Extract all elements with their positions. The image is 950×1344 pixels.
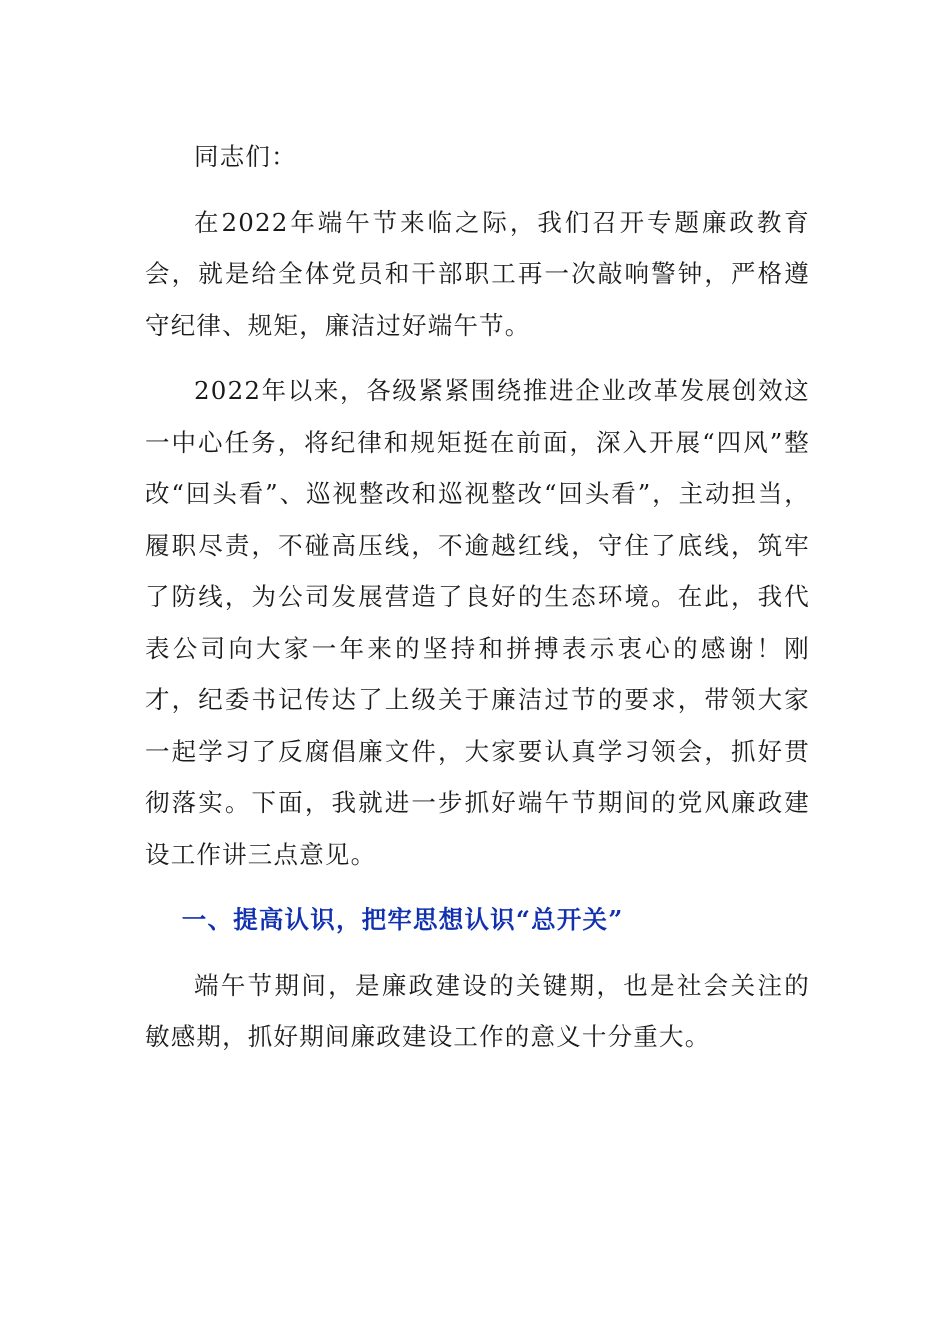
- paragraph-gap: [145, 946, 810, 960]
- section-paragraph: 端午节期间，是廉政建设的关键期，也是社会关注的敏感期，抓好期间廉政建设工作的意义十分重大。: [145, 970, 810, 1051]
- salutation: 同志们：: [194, 142, 297, 171]
- paragraph-2: 2022年以来，各级紧紧围绕推进企业改革发展创效这一中心任务，将纪律和规矩挺在前面，深入开展“四风”整改“回头看”、巡视整改和巡视整改“回头看”，主动担当，履职尽责，不碰高压线，不逾越红线，守住了底线，筑牢了防线，为公司发展营造了良好的生态环境。在此，我代表公司向大家一年来的坚持和拼搏表示衷心的感谢！刚才，纪委书记传达了上级关于廉洁过节的要求，带领大家一起学习了反腐倡廉文件，大家要认真学习领会，抓好贯彻落实。下面，我就进一步抓好端午节期间的党风廉政建设工作讲三点意见。: [145, 376, 810, 869]
- paragraph-1: 在2022年端午节来临之际，我们召开专题廉政教育会，就是给全体党员和干部职工再一次敲响警钟，严格遵守纪律、规矩，廉洁过好端午节。: [145, 207, 810, 340]
- paragraph-gap: [145, 880, 810, 894]
- section-heading: 一、提高认识，把牢思想认识“总开关”: [181, 905, 624, 934]
- paragraph-gap: [145, 183, 810, 197]
- paragraph-gap: [145, 351, 810, 365]
- document-body: [145, 131, 810, 1063]
